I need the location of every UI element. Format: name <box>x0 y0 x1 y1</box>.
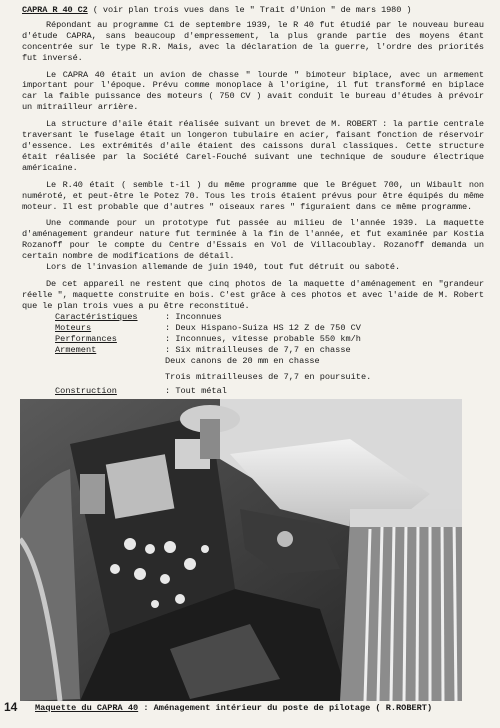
article-subtitle: ( voir plan trois vues dans le " Trait d'Union " de mars 1980 ) <box>92 5 412 15</box>
page-number: 14 <box>4 700 18 714</box>
spec-construction <box>55 386 475 397</box>
paragraph-1: Répondant au programme C1 de septembre 1939, le R 40 fut étudié par le nouveau bureau d'étude CAPRA, sans beaucoup d'empressement, la plus grande partie des moyens étant concentrée sur le type R.R. Mais, avec la déclaration de la guerre, l'ordre des priorités fut inversé. <box>22 19 484 63</box>
spec-label: Caractéristiques <box>55 312 138 322</box>
paragraph-2: Le CAPRA 40 était un avion de chasse " lourde " bimoteur biplace, avec un armement important pour l'époque. Prévu comme monoplace à l'origine, il fut transformé en biplace car la faible puissance des moteurs ( 750 CV ) avait conduit le bureau d'études à prévoir un mitrailleur arrière. <box>22 69 484 113</box>
article-title: CAPRA R 40 C2 <box>22 5 88 15</box>
specifications <box>55 312 475 397</box>
spec-armement <box>55 345 475 356</box>
photo-caption <box>35 703 495 714</box>
paragraph-5: Une commande pour un prototype fut passée au milieu de l'année 1939. La maquette d'aménagement grandeur nature fut terminée à la fin de l'année, et fut examinée par Kostia Rozanoff pour le compte du Centre d'Essais en Vol de Villacoublay. Rozanoff demanda un certain nombre de modifications de détail. <box>22 218 484 262</box>
paragraph-6: Lors de l'invasion allemande de juin 1940, tout fut détruit ou saboté. <box>46 262 400 273</box>
spec-value: : Tout métal <box>165 386 227 397</box>
paragraph-4: Le R.40 était ( semble t-il ) du même programme que le Bréguet 700, un Wibault non numéroté, et peut-être le Potez 70. Tous les trois étaient prévus pour être équipés du même moteur. Il est probable que d'autres " oiseaux rares " figuraient dans ce même programme. <box>22 179 484 212</box>
spec-value: : Inconnues <box>165 312 222 322</box>
paragraph-3: La structure d'aile était réalisée suivant un brevet de M. ROBERT : la partie centrale traversant le fuselage était un longeron tubulaire en acier, faisant fonction de réservoir d'essence. Les extrémités d'aile étaient des caissons dural classiques. Cette structure était réalisée par la Société Carel-Fouché suivant une technique de soudure électrique américaine. <box>22 119 484 173</box>
spec-armement-line-2: Deux canons de 20 mm en chasse <box>165 355 320 366</box>
spec-label: Performances <box>55 333 117 344</box>
spec-label: Armement <box>55 344 97 355</box>
spec-armement-line-3: Trois mitrailleuses de 7,7 en poursuite. <box>165 371 372 382</box>
spec-value: : Six mitrailleuses de 7,7 en chasse <box>165 344 351 355</box>
paragraph-7: De cet appareil ne restent que cinq photos de la maquette d'aménagement en "grandeur réelle ", maquette construite en bois. C'est grâce à ces photos et avec l'aide de M. Robert que le plan trois vues a pu être reconstitué. <box>22 278 484 311</box>
spec-label: Moteurs <box>55 322 92 333</box>
spec-caracteristiques <box>55 312 475 323</box>
caption-text: : Aménagement intérieur du poste de pilotage ( R.ROBERT) <box>143 703 433 713</box>
article-header <box>22 5 484 16</box>
spec-value: : Deux Hispano-Suiza HS 12 Z de 750 CV <box>165 322 361 333</box>
spec-performances <box>55 334 475 345</box>
spec-label: Construction <box>55 386 117 397</box>
cockpit-photo-illustration <box>20 399 462 701</box>
article-text <box>22 5 484 318</box>
caption-title: Maquette du CAPRA 40 <box>35 703 139 713</box>
spec-value: : Inconnues, vitesse probable 550 km/h <box>165 333 361 344</box>
cockpit-mockup-photo <box>20 399 462 701</box>
spec-moteurs <box>55 323 475 334</box>
